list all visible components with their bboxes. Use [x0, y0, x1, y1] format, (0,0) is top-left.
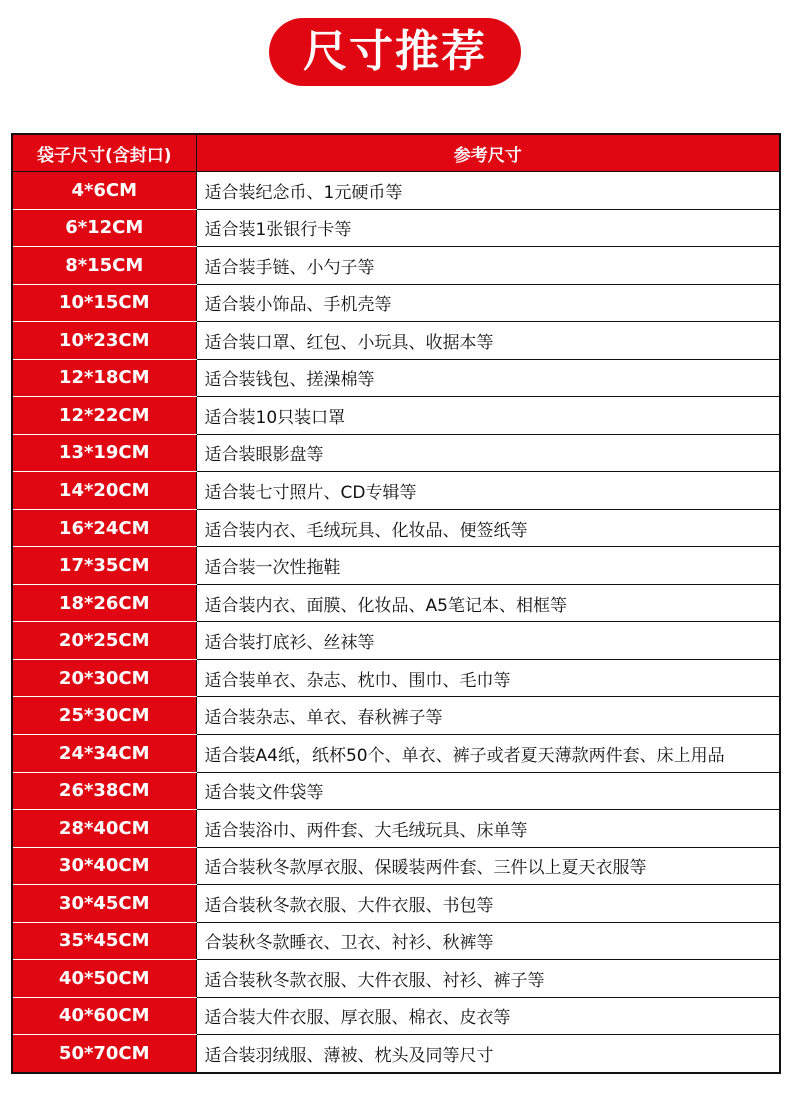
bag-size-cell: 10*15CM	[12, 284, 196, 322]
table-row	[12, 434, 780, 472]
bag-size-cell: 20*25CM	[12, 622, 196, 660]
table-row	[12, 734, 780, 772]
reference-size-cell: 适合装秋冬款衣服、大件衣服、书包等	[196, 885, 780, 923]
reference-size-cell: 适合装一次性拖鞋	[196, 547, 780, 585]
reference-size-cell: 适合装手链、小勺子等	[196, 247, 780, 285]
table-row	[12, 960, 780, 998]
table-row	[12, 359, 780, 397]
reference-size-cell: 适合装大件衣服、厚衣服、棉衣、皮衣等	[196, 997, 780, 1035]
table-row	[12, 397, 780, 435]
table-row	[12, 472, 780, 510]
bag-size-cell: 18*26CM	[12, 584, 196, 622]
table-row	[12, 584, 780, 622]
bag-size-cell: 6*12CM	[12, 209, 196, 247]
bag-size-cell: 8*15CM	[12, 247, 196, 285]
table-row	[12, 247, 780, 285]
reference-size-cell: 适合装杂志、单衣、春秋裤子等	[196, 697, 780, 735]
title-area	[0, 18, 790, 86]
reference-size-cell: 适合装内衣、面膜、化妆品、A5笔记本、相框等	[196, 584, 780, 622]
table-row	[12, 547, 780, 585]
reference-size-cell: 适合装口罩、红包、小玩具、收据本等	[196, 322, 780, 360]
reference-size-cell: 适合装七寸照片、CD专辑等	[196, 472, 780, 510]
bag-size-cell: 4*6CM	[12, 172, 196, 210]
table-header-row	[12, 134, 780, 172]
bag-size-cell: 13*19CM	[12, 434, 196, 472]
bag-size-cell: 16*24CM	[12, 509, 196, 547]
bag-size-cell: 30*45CM	[12, 885, 196, 923]
bag-size-cell: 10*23CM	[12, 322, 196, 360]
bag-size-cell: 14*20CM	[12, 472, 196, 510]
bag-size-cell: 24*34CM	[12, 734, 196, 772]
reference-size-cell: 适合装A4纸，纸杯50个、单衣、裤子或者夏天薄款两件套、床上用品	[196, 734, 780, 772]
bag-size-cell: 12*18CM	[12, 359, 196, 397]
table-row	[12, 284, 780, 322]
table-row	[12, 659, 780, 697]
reference-size-cell: 合装秋冬款睡衣、卫衣、衬衫、秋裤等	[196, 922, 780, 960]
bag-size-cell: 25*30CM	[12, 697, 196, 735]
reference-size-cell: 适合装单衣、杂志、枕巾、围巾、毛巾等	[196, 659, 780, 697]
reference-size-cell: 适合装浴巾、两件套、大毛绒玩具、床单等	[196, 810, 780, 848]
table-row	[12, 772, 780, 810]
header-reference-size: 参考尺寸	[196, 134, 780, 172]
reference-size-cell: 适合装羽绒服、薄被、枕头及同等尺寸	[196, 1035, 780, 1073]
reference-size-cell: 适合装纪念币、1元硬币等	[196, 172, 780, 210]
reference-size-cell: 适合装文件袋等	[196, 772, 780, 810]
table-row	[12, 810, 780, 848]
reference-size-cell: 适合装10只装口罩	[196, 397, 780, 435]
bag-size-cell: 17*35CM	[12, 547, 196, 585]
reference-size-cell: 适合装秋冬款厚衣服、保暖装两件套、三件以上夏天衣服等	[196, 847, 780, 885]
reference-size-cell: 适合装小饰品、手机壳等	[196, 284, 780, 322]
table-row	[12, 322, 780, 360]
header-bag-size: 袋子尺寸(含封口)	[12, 134, 196, 172]
reference-size-cell: 适合装内衣、毛绒玩具、化妆品、便签纸等	[196, 509, 780, 547]
reference-size-cell: 适合装1张银行卡等	[196, 209, 780, 247]
size-recommendation-table	[11, 133, 781, 1074]
bag-size-cell: 28*40CM	[12, 810, 196, 848]
reference-size-cell: 适合装眼影盘等	[196, 434, 780, 472]
table-row	[12, 209, 780, 247]
reference-size-cell: 适合装打底衫、丝袜等	[196, 622, 780, 660]
table-body	[12, 172, 780, 1074]
reference-size-cell: 适合装钱包、搓澡棉等	[196, 359, 780, 397]
reference-size-cell: 适合装秋冬款衣服、大件衣服、衬衫、裤子等	[196, 960, 780, 998]
bag-size-cell: 50*70CM	[12, 1035, 196, 1073]
table-row	[12, 885, 780, 923]
table-row	[12, 622, 780, 660]
table-row	[12, 847, 780, 885]
table-row	[12, 997, 780, 1035]
bag-size-cell: 12*22CM	[12, 397, 196, 435]
table-row	[12, 509, 780, 547]
table-row	[12, 1035, 780, 1073]
bag-size-cell: 20*30CM	[12, 659, 196, 697]
table-row	[12, 922, 780, 960]
page-title: 尺寸推荐	[269, 18, 521, 86]
bag-size-cell: 35*45CM	[12, 922, 196, 960]
bag-size-cell: 40*60CM	[12, 997, 196, 1035]
table-row	[12, 697, 780, 735]
table-row	[12, 172, 780, 210]
bag-size-cell: 26*38CM	[12, 772, 196, 810]
bag-size-cell: 40*50CM	[12, 960, 196, 998]
bag-size-cell: 30*40CM	[12, 847, 196, 885]
